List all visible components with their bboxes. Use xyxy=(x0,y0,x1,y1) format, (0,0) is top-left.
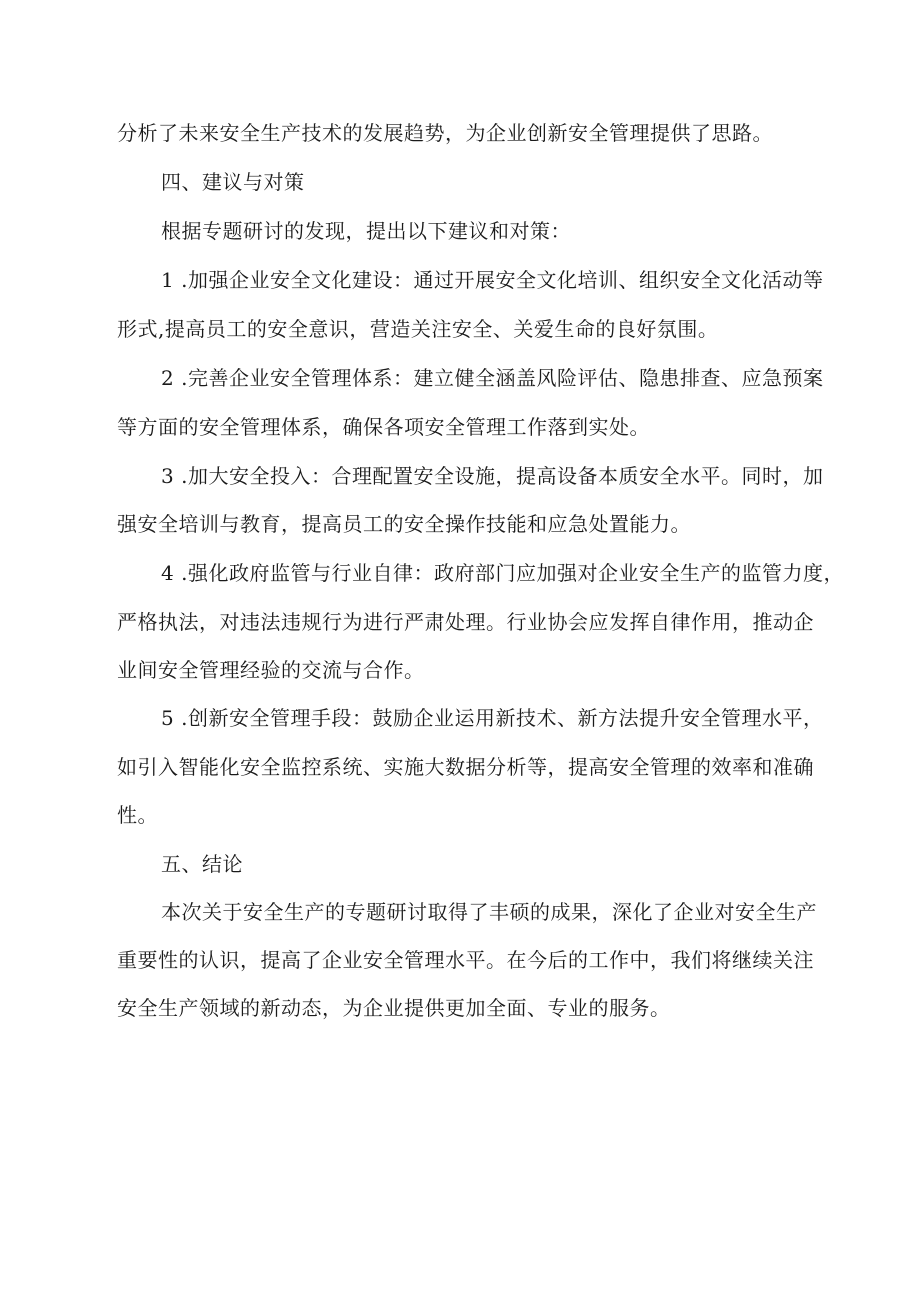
list-item-2-line: 等方面的安全管理体系，确保各项安全管理工作落到实处。 xyxy=(117,415,650,439)
list-item-1-line: 1 .加强企业安全文化建设：通过开展安全文化培训、组织安全文化活动等 xyxy=(161,268,824,292)
conclusion-line: 重要性的认识，提高了企业安全管理水平。在今后的工作中，我们将继续关注 xyxy=(117,948,814,972)
list-item-3-line: 强安全培训与教育，提高员工的安全操作技能和应急处置能力。 xyxy=(117,512,691,536)
list-item-4-line: 业间安全管理经验的交流与合作。 xyxy=(117,658,425,682)
conclusion-line: 安全生产领域的新动态，为企业提供更加全面、专业的服务。 xyxy=(117,996,671,1020)
list-item-5-line: 性。 xyxy=(117,803,158,827)
conclusion-line: 本次关于安全生产的专题研讨取得了丰硕的成果，深化了企业对安全生产 xyxy=(161,900,817,924)
section-heading-conclusion: 五、结论 xyxy=(161,852,243,876)
list-item-4-line: 严格执法，对违法违规行为进行严肃处理。行业协会应发挥自律作用，推动企 xyxy=(117,610,814,634)
list-item-2-line: 2 .完善企业安全管理体系：建立健全涵盖风险评估、隐患排查、应急预案 xyxy=(161,366,824,390)
list-item-1-line: 形式,提高员工的安全意识，营造关注安全、关爱生命的良好氛围。 xyxy=(117,317,719,341)
list-item-5-line: 5 .创新安全管理手段：鼓励企业运用新技术、新方法提升安全管理水平， xyxy=(161,706,824,730)
section-heading-suggestions: 四、建议与对策 xyxy=(161,170,305,194)
list-item-3-line: 3 .加大安全投入：合理配置安全设施，提高设备本质安全水平。同时，加 xyxy=(161,464,824,488)
paragraph-line: 根据专题研讨的发现，提出以下建议和对策： xyxy=(161,219,571,243)
list-item-5-line: 如引入智能化安全监控系统、实施大数据分析等，提高安全管理的效率和准确 xyxy=(117,755,814,779)
paragraph-line: 分析了未来安全生产技术的发展趋势，为企业创新安全管理提供了思路。 xyxy=(117,121,773,145)
list-item-4-line: 4 .强化政府监管与行业自律：政府部门应加强对企业安全生产的监管力度， xyxy=(161,561,844,585)
